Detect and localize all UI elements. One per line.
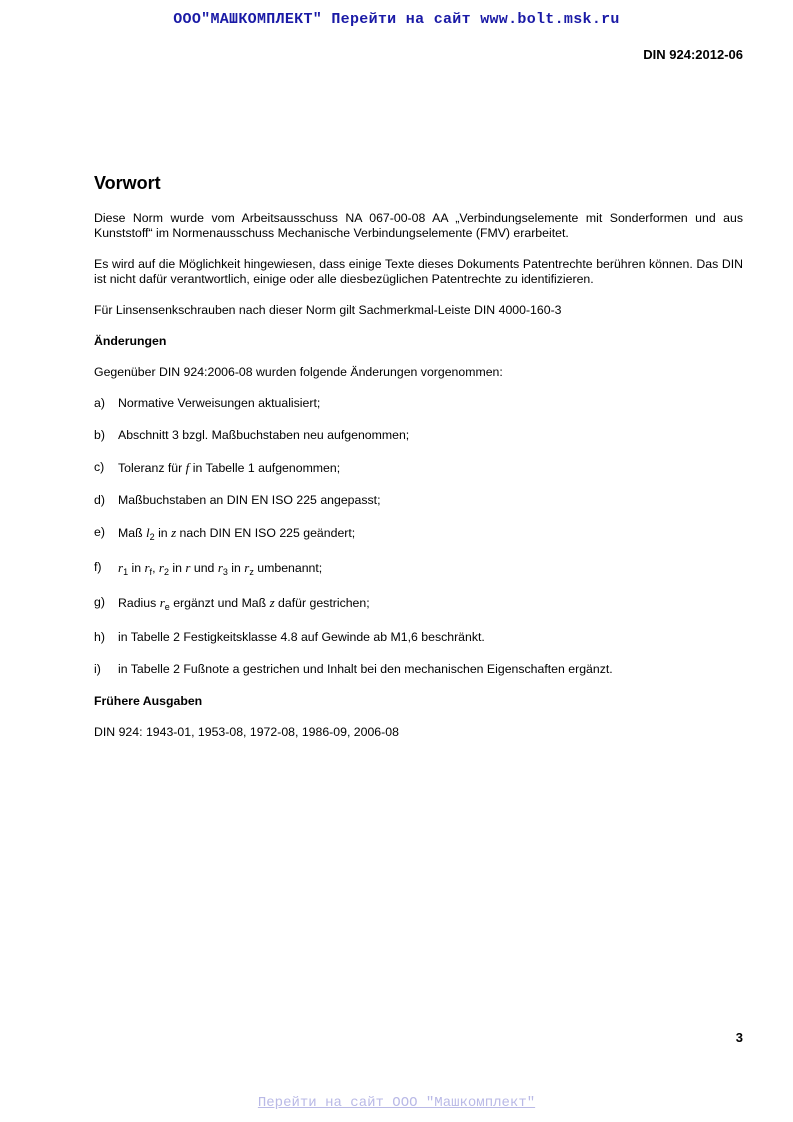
- changes-list: [94, 396, 743, 677]
- previous-editions-text: DIN 924: 1943-01, 1953-08, 1972-08, 1986-09, 2006-08: [94, 725, 399, 739]
- list-item-text: Radius $r_e$ ergänzt und Maß z dafür gestrichen;: [118, 595, 370, 612]
- paragraph-patent: Es wird auf die Möglichkeit hingewiesen, dass einige Texte dieses Dokuments Patentrechte berühren können. Das DIN ist nicht dafür verantwortlich, einige oder alle diesbezüglichen Patentrechte zu identifizieren.: [94, 257, 743, 286]
- list-item: [94, 460, 743, 476]
- list-item: [94, 396, 743, 411]
- list-item: [94, 595, 743, 611]
- changes-heading: Änderungen: [94, 334, 167, 348]
- list-item-text: Maß $l_2$ in z nach DIN EN ISO 225 geändert;: [118, 525, 356, 542]
- page-title: Vorwort: [94, 173, 161, 193]
- list-item: [94, 560, 743, 576]
- list-item-text: Toleranz für f in Tabelle 1 aufgenommen;: [118, 460, 341, 475]
- symbol-l: l: [146, 525, 150, 540]
- paragraph-committee: Diese Norm wurde vom Arbeitsausschuss NA 067-00-08 AA „Verbindungselemente mit Sonderformen und aus Kunststoff“ im Normenausschuss Mechanische Verbindungselemente (FMV) erarbeitet.: [94, 211, 743, 240]
- list-item-text: $r_1$ in $r_f$, $r_2$ in r und $r_3$ in $r_z$ umbenannt;: [118, 560, 323, 577]
- list-item-label: c): [94, 460, 105, 474]
- list-item: [94, 428, 743, 443]
- list-item: [94, 662, 743, 677]
- list-item-label: i): [94, 662, 101, 676]
- page-number: 3: [735, 1030, 743, 1045]
- paragraph-feature-bar: Für Linsensenkschrauben nach dieser Norm gilt Sachmerkmal-Leiste DIN 4000-160-3: [94, 303, 562, 317]
- symbol-f: f: [185, 460, 190, 475]
- site-banner-link[interactable]: [0, 11, 793, 28]
- list-item: [94, 493, 743, 508]
- list-item-label: e): [94, 525, 105, 539]
- list-item-text: Maßbuchstaben an DIN EN ISO 225 angepasst;: [118, 493, 381, 507]
- list-item: [94, 525, 743, 541]
- previous-editions-heading: Frühere Ausgaben: [94, 694, 203, 708]
- list-item-label: a): [94, 396, 105, 410]
- list-item-text: Abschnitt 3 bzgl. Maßbuchstaben neu aufgenommen;: [118, 428, 410, 442]
- list-item-label: g): [94, 595, 105, 609]
- list-item-label: h): [94, 630, 105, 644]
- list-item-text: Normative Verweisungen aktualisiert;: [118, 396, 321, 410]
- footer-site-link[interactable]: Перейти на сайт ООО "Машкомплект": [257, 1095, 536, 1111]
- list-item-label: b): [94, 428, 105, 442]
- document-body: [94, 172, 743, 756]
- list-item-text: in Tabelle 2 Fußnote a gestrichen und Inhalt bei den mechanischen Eigenschaften ergänzt.: [118, 662, 613, 676]
- list-item: [94, 630, 743, 645]
- list-item-label: f): [94, 560, 102, 574]
- list-item-text: in Tabelle 2 Festigkeitsklasse 4.8 auf Gewinde ab M1,6 beschränkt.: [118, 630, 485, 644]
- changes-intro: Gegenüber DIN 924:2006-08 wurden folgende Änderungen vorgenommen:: [94, 365, 503, 379]
- banner-link[interactable]: ООО"МАШКОМПЛЕКТ" Перейти на сайт www.bolt.msk.ru: [173, 11, 620, 28]
- list-item-label: d): [94, 493, 105, 507]
- document-id: DIN 924:2012-06: [643, 47, 743, 62]
- symbol-z: z: [171, 525, 177, 540]
